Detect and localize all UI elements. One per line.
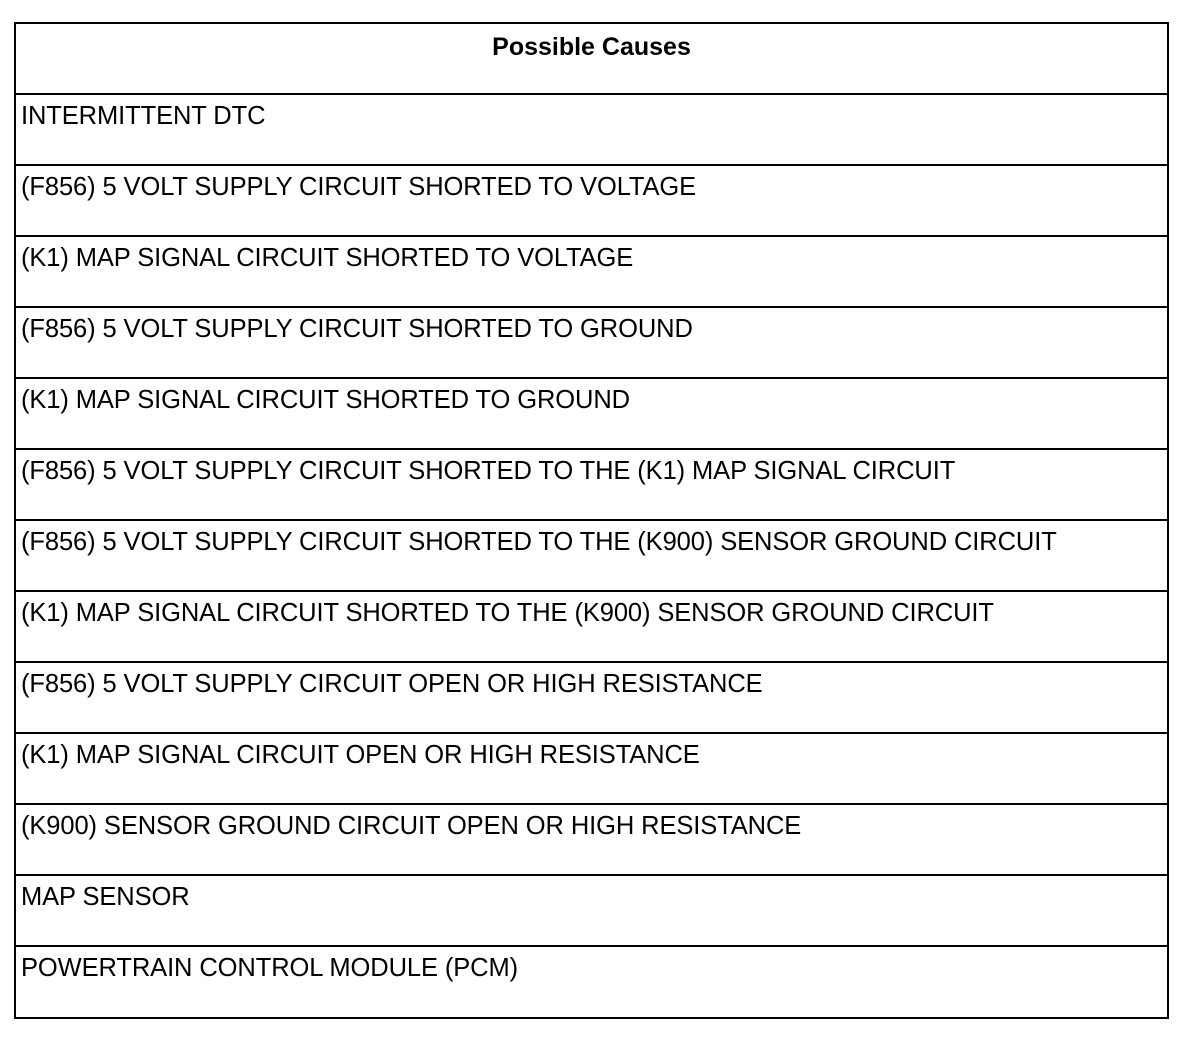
table-row: (F856) 5 VOLT SUPPLY CIRCUIT SHORTED TO GROUND <box>16 308 1167 379</box>
table-row: (K1) MAP SIGNAL CIRCUIT SHORTED TO GROUND <box>16 379 1167 450</box>
table-header: Possible Causes <box>16 24 1167 95</box>
table-row: (F856) 5 VOLT SUPPLY CIRCUIT SHORTED TO THE (K900) SENSOR GROUND CIRCUIT <box>16 521 1167 592</box>
possible-causes-table <box>14 22 1169 1019</box>
table-row: POWERTRAIN CONTROL MODULE (PCM) <box>21 954 519 982</box>
table-row: (F856) 5 VOLT SUPPLY CIRCUIT SHORTED TO VOLTAGE <box>16 166 1167 237</box>
table-row: (K1) MAP SIGNAL CIRCUIT OPEN OR HIGH RESISTANCE <box>16 734 1167 805</box>
table-row: (K1) MAP SIGNAL CIRCUIT SHORTED TO THE (K900) SENSOR GROUND CIRCUIT <box>16 592 1167 663</box>
table-row: MAP SENSOR <box>16 876 1167 947</box>
table-row: (F856) 5 VOLT SUPPLY CIRCUIT OPEN OR HIGH RESISTANCE <box>16 663 1167 734</box>
table-row: (F856) 5 VOLT SUPPLY CIRCUIT SHORTED TO THE (K1) MAP SIGNAL CIRCUIT <box>16 450 1167 521</box>
table-row: (K1) MAP SIGNAL CIRCUIT SHORTED TO VOLTAGE <box>16 237 1167 308</box>
table-row: (K900) SENSOR GROUND CIRCUIT OPEN OR HIGH RESISTANCE <box>16 805 1167 876</box>
table-row: INTERMITTENT DTC <box>16 95 1167 166</box>
